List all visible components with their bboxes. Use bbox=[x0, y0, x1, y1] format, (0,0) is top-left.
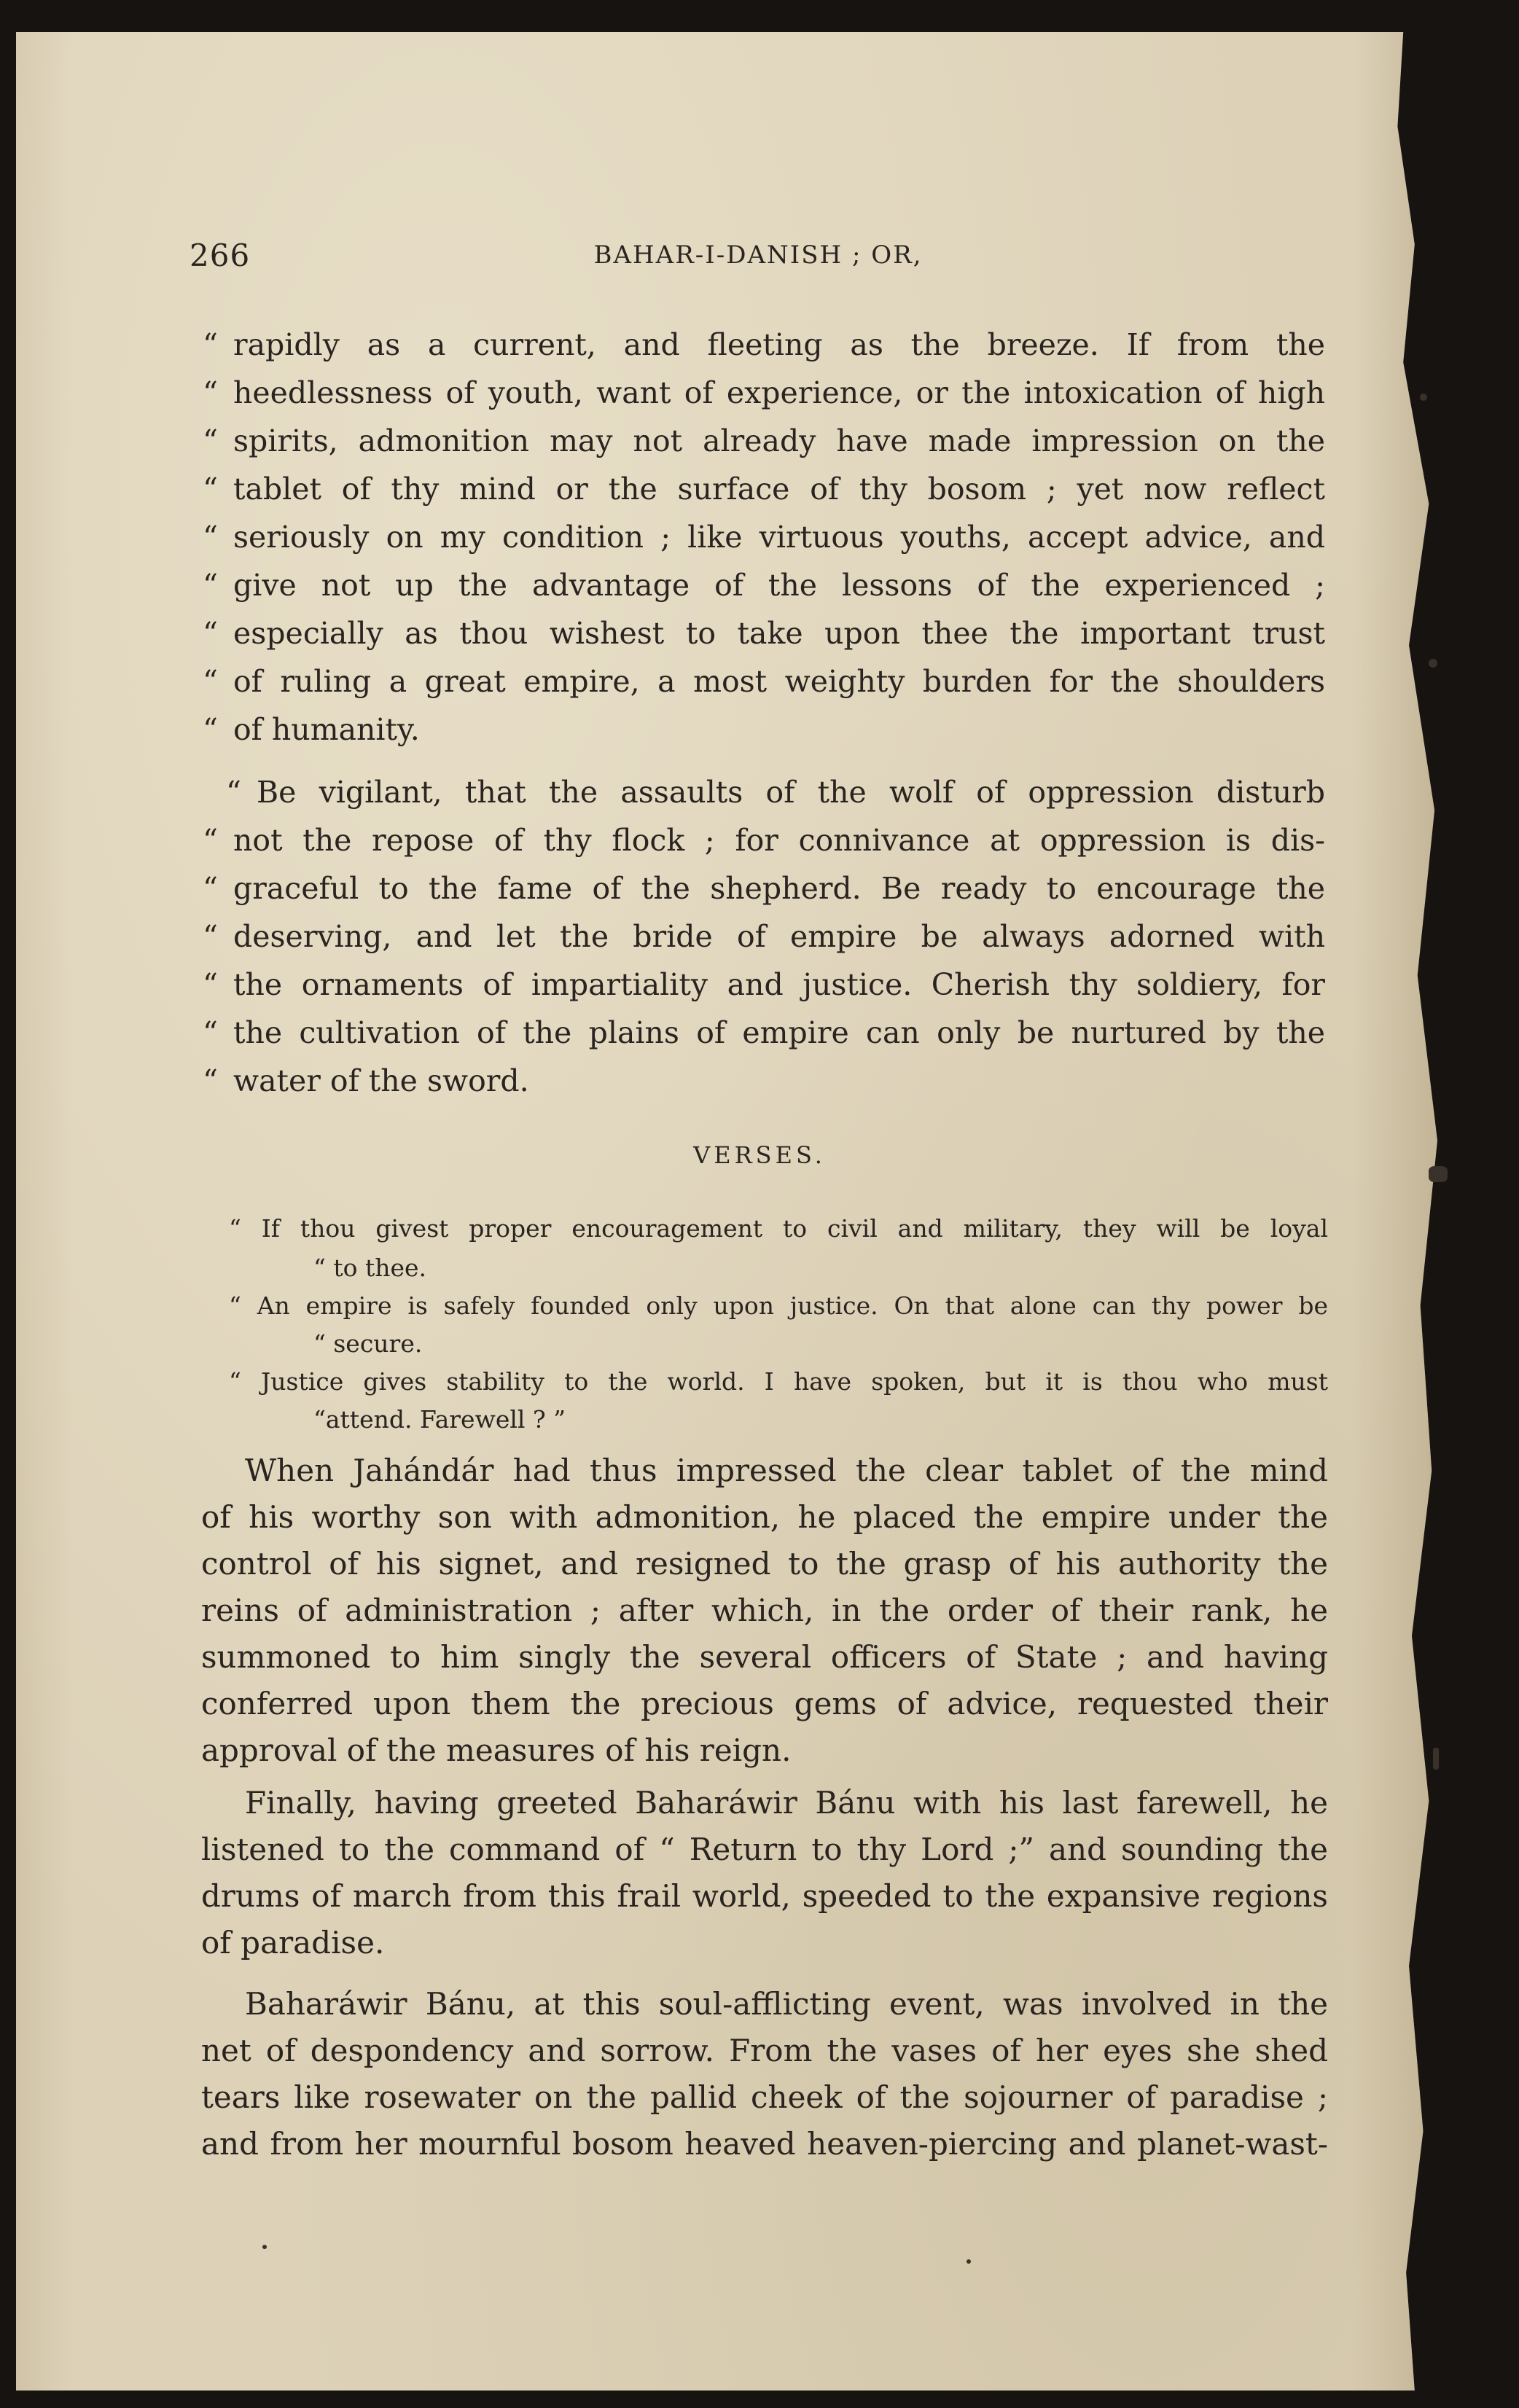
quote-line: “ of ruling a great empire, a most weighty burden for the shoulders bbox=[203, 664, 1325, 699]
page-header bbox=[190, 238, 1327, 281]
verses-heading: VERSES. bbox=[693, 1141, 826, 1169]
paragraph-line: of his worthy son with admonition, he placed the empire under the bbox=[201, 1499, 1328, 1535]
quote-line: “ tablet of thy mind or the surface of thy bosom ; yet now reflect bbox=[203, 472, 1325, 507]
quote-line: “ of humanity. bbox=[203, 712, 420, 747]
quote-line: “ rapidly as a current, and fleeting as the breeze. If from the bbox=[203, 327, 1325, 362]
quote-line: “ water of the sword. bbox=[203, 1063, 529, 1098]
running-head: BAHAR-I-DANISH ; OR, bbox=[593, 241, 923, 270]
verse-line: “ secure. bbox=[313, 1329, 423, 1358]
ink-speck bbox=[1420, 394, 1427, 401]
paragraph-line: summoned to him singly the several officers of State ; and having bbox=[201, 1639, 1328, 1675]
paragraph-line: tears like rosewater on the pallid cheek of the sojourner of paradise ; bbox=[201, 2079, 1328, 2115]
ink-speck bbox=[1429, 1166, 1448, 1182]
verse-line: “ to thee. bbox=[313, 1254, 427, 1282]
paragraph-line: reins of administration ; after which, in the order of their rank, he bbox=[201, 1592, 1328, 1628]
paragraph-line: listened to the command of “ Return to thy Lord ;” and sounding the bbox=[201, 1832, 1328, 1867]
paragraph-line: Baharáwir Bánu, at this soul-afflicting event, was involved in the bbox=[245, 1986, 1328, 2022]
paragraph-line: Finally, having greeted Baharáwir Bánu with his last farewell, he bbox=[245, 1785, 1328, 1821]
quote-line: “ the cultivation of the plains of empire can only be nurtured by the bbox=[203, 1015, 1325, 1050]
verse-line: “ An empire is safely founded only upon justice. On that alone can thy power be bbox=[229, 1291, 1328, 1320]
ink-speck bbox=[967, 2259, 971, 2264]
quote-line: “ spirits, admonition may not already have made impression on the bbox=[203, 423, 1325, 458]
quote-line: “ seriously on my condition ; like virtuous youths, accept advice, and bbox=[203, 520, 1325, 555]
quote-line: “ not the repose of thy flock ; for connivance at oppression is dis- bbox=[203, 823, 1325, 858]
paragraph-line: approval of the measures of his reign. bbox=[201, 1732, 792, 1768]
quote-line: “ Be vigilant, that the assaults of the wolf of oppression disturb bbox=[226, 775, 1325, 810]
ink-speck bbox=[1429, 659, 1437, 668]
paragraph-line: control of his signet, and resigned to the grasp of his authority the bbox=[201, 1546, 1328, 1582]
quote-line: “ heedlessness of youth, want of experience, or the intoxication of high bbox=[203, 375, 1325, 410]
paragraph-line: and from her mournful bosom heaved heaven-piercing and planet-wast- bbox=[201, 2126, 1328, 2162]
paragraph-line: net of despondency and sorrow. From the vases of her eyes she shed bbox=[201, 2033, 1328, 2068]
verse-line: “ Justice gives stability to the world. I have spoken, but it is thou who must bbox=[229, 1367, 1328, 1396]
paragraph-line: conferred upon them the precious gems of advice, requested their bbox=[201, 1686, 1328, 1721]
paragraph-line: When Jahándár had thus impressed the clear tablet of the mind bbox=[245, 1453, 1328, 1488]
page-number: 266 bbox=[190, 238, 251, 273]
ink-speck bbox=[1433, 1748, 1439, 1770]
quote-line: “ deserving, and let the bride of empire be always adorned with bbox=[203, 919, 1325, 954]
paragraph-line: drums of march from this frail world, speeded to the expansive regions bbox=[201, 1878, 1328, 1914]
quote-line: “ especially as thou wishest to take upon thee the important trust bbox=[203, 616, 1325, 651]
quote-line: “ give not up the advantage of the lessons of the experienced ; bbox=[203, 568, 1325, 603]
quote-line: “ graceful to the fame of the shepherd. Be ready to encourage the bbox=[203, 871, 1325, 906]
paragraph-line: of paradise. bbox=[201, 1925, 385, 1961]
verse-line: “attend. Farewell ? ” bbox=[313, 1405, 566, 1434]
ink-speck bbox=[262, 2245, 267, 2249]
quote-line: “ the ornaments of impartiality and justice. Cherish thy soldiery, for bbox=[203, 967, 1325, 1002]
verse-line: “ If thou givest proper encouragement to civil and military, they will be loyal bbox=[229, 1214, 1328, 1243]
